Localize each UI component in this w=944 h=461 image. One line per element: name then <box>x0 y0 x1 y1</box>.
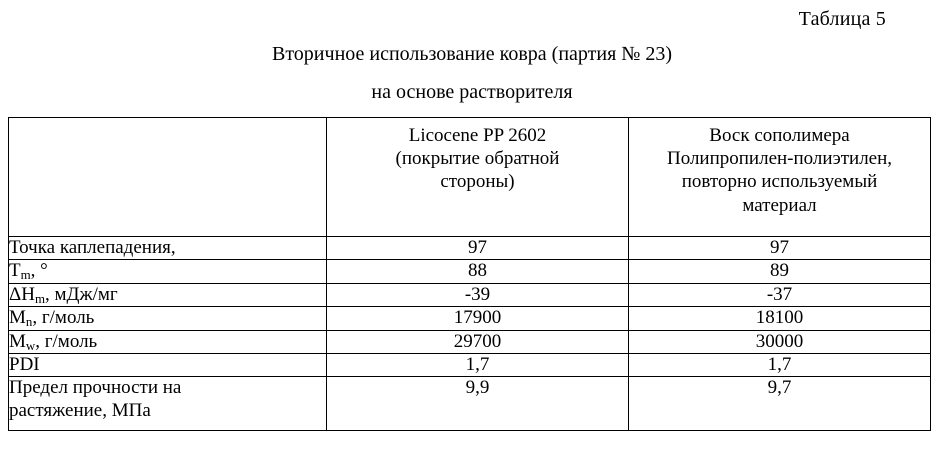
param-post: , г/моль <box>35 330 98 352</box>
cell-parameter <box>9 260 327 283</box>
table-row <box>9 377 931 431</box>
param-sub: m <box>34 290 45 306</box>
cell-value-b: 9,7 <box>629 377 931 431</box>
header-copolymer-line-1: Воск сополимера <box>709 125 850 146</box>
table-row <box>9 330 931 353</box>
param-pre: ΔH <box>9 283 35 305</box>
param-post: , ° <box>30 260 48 282</box>
cell-value-a: 29700 <box>327 330 629 353</box>
cell-value-b: 89 <box>629 260 931 283</box>
header-licocene-line-1: Licocene PP 2602 <box>408 125 547 146</box>
header-cell-parameter <box>9 118 327 237</box>
header-copolymer-line-4: материал <box>742 194 817 216</box>
param-pre: Точка каплепадения, <box>9 237 176 258</box>
cell-value-a: 97 <box>327 237 629 260</box>
cell-value-a: 1,7 <box>327 354 629 377</box>
param-post: , мДж/мг <box>45 283 118 305</box>
param-sub: n <box>25 314 33 330</box>
cell-parameter <box>9 237 327 260</box>
properties-table <box>8 117 931 431</box>
cell-value-b: 30000 <box>629 330 931 353</box>
param-sub: w <box>25 337 36 353</box>
cell-value-a: 17900 <box>327 307 629 330</box>
header-copolymer-line-2: Полипропилен-полиэтилен, <box>666 148 893 170</box>
table-body <box>9 237 931 431</box>
cell-value-a: 88 <box>327 260 629 283</box>
header-licocene-line-3: стороны) <box>440 171 515 193</box>
table-row <box>9 237 931 260</box>
table-title-line-2: на основе растворителя <box>371 81 573 103</box>
param-pre: T <box>9 260 21 282</box>
header-cell-copolymer-wax <box>629 118 931 237</box>
param-pre: M <box>9 307 26 329</box>
table-title <box>0 44 944 102</box>
param-pre: M <box>9 330 26 352</box>
table-row <box>9 260 931 283</box>
param-post: , г/моль <box>32 307 95 329</box>
cell-parameter <box>9 354 327 377</box>
cell-value-b: -37 <box>629 283 931 306</box>
table-row <box>9 307 931 330</box>
header-copolymer-line-3: повторно используемый <box>681 171 878 193</box>
header-licocene-line-2: (покрытие обратной <box>395 148 560 170</box>
table-label: Таблица 5 <box>798 8 886 30</box>
cell-parameter: Предел прочности на растяжение, МПа <box>9 377 327 431</box>
cell-value-a: 9,9 <box>327 377 629 431</box>
param-sub: m <box>20 267 31 283</box>
cell-value-a: -39 <box>327 283 629 306</box>
cell-parameter <box>9 283 327 306</box>
table-row <box>9 283 931 306</box>
header-cell-licocene <box>327 118 629 237</box>
cell-parameter <box>9 330 327 353</box>
table-title-line-1: Вторичное использование ковра (партия № 23) <box>271 43 673 65</box>
cell-value-b: 97 <box>629 237 931 260</box>
cell-value-b: 18100 <box>629 307 931 330</box>
cell-value-b: 1,7 <box>629 354 931 377</box>
cell-parameter <box>9 307 327 330</box>
param-pre: PDI <box>9 354 40 376</box>
table-header-row <box>9 118 931 237</box>
table-row <box>9 354 931 377</box>
